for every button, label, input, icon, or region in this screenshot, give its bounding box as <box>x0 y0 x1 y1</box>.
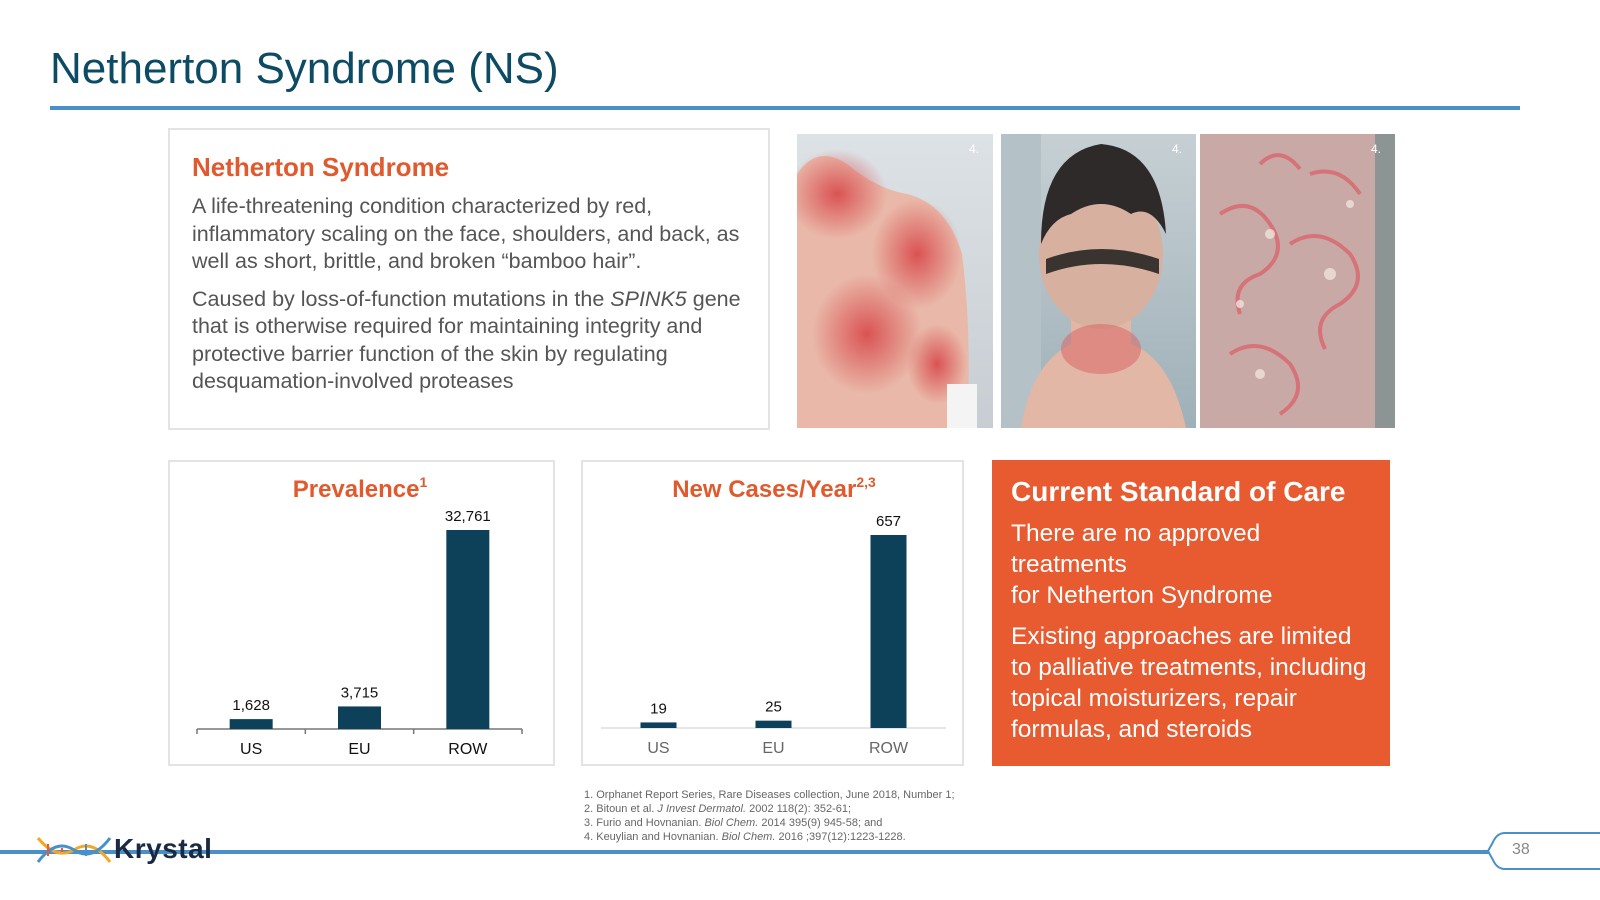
new-cases-chart-svg <box>583 462 966 768</box>
prevalence-value-label-us: 1,628 <box>232 697 270 715</box>
references <box>584 788 955 844</box>
gene-name: SPINK5 <box>610 286 687 311</box>
prevalence-chart-title <box>293 474 428 503</box>
new-cases-bar-row <box>871 535 907 728</box>
new-cases-title-superscript: 2,3 <box>856 474 876 490</box>
photo-citation-1: 4. <box>968 142 979 156</box>
ref-2-text: 2. Bitoun et al. <box>584 803 658 815</box>
prevalence-bar-eu <box>338 706 381 729</box>
prevalence-chart <box>168 460 555 766</box>
standard-of-care-paragraph-1 <box>1011 518 1376 611</box>
logo-text: Krystal <box>114 833 213 864</box>
new-cases-category-label-eu: EU <box>762 740 785 757</box>
prevalence-bar-row <box>446 530 489 729</box>
ref-2-rest: 2002 118(2): 352-61; <box>746 803 852 815</box>
new-cases-value-label-eu: 25 <box>765 698 782 716</box>
prevalence-chart-svg <box>170 462 557 768</box>
new-cases-value-label-us: 19 <box>650 700 667 718</box>
title-divider <box>50 106 1520 110</box>
prevalence-category-label-row: ROW <box>448 741 488 758</box>
soc-line-2: for Netherton Syndrome <box>1011 582 1273 609</box>
new-cases-chart <box>581 460 964 766</box>
krystal-logo <box>36 830 222 870</box>
reference-3 <box>584 816 955 830</box>
standard-of-care-paragraph-2: Existing approaches are limited to palliative treatments, including topical moisturizers, repair formulas, and steroids <box>1011 623 1367 743</box>
ref-2-journal: J Invest Dermatol. <box>657 803 747 815</box>
description-paragraph-2 <box>192 286 746 396</box>
ref-3-text: 3. Furio and Hovnanian. <box>584 817 705 829</box>
standard-of-care-box <box>992 460 1390 766</box>
page-number-tab-icon <box>1487 832 1600 870</box>
new-cases-title-text: New Cases/Year <box>672 476 857 503</box>
ref-3-journal: Biol Chem. <box>704 817 759 829</box>
reference-1 <box>584 788 955 802</box>
footer-divider <box>0 850 1490 854</box>
new-cases-chart-title <box>672 474 876 503</box>
prevalence-category-label-us: US <box>240 741 263 758</box>
reference-4 <box>584 830 955 844</box>
description-text-b: gene that is otherwise required for maintaining integrity and protective barrier function of the skin by regulating desquamation-involved proteases <box>192 286 741 393</box>
description-paragraph-1: A life-threatening condition characterized by red, inflammatory scaling on the face, shoulders, and back, as well as short, brittle, and broken “bamboo hair”. <box>192 194 740 273</box>
prevalence-value-label-row: 32,761 <box>444 508 491 525</box>
description-box <box>168 128 770 430</box>
new-cases-bar-us <box>641 722 677 728</box>
soc-line-1: There are no approved treatments <box>1011 520 1261 578</box>
shoulder-rash-photo <box>797 134 993 428</box>
ref-4-journal: Biol Chem. <box>721 831 776 843</box>
prevalence-title-text: Prevalence <box>292 476 420 503</box>
photo-citation-3: 4. <box>1370 142 1381 156</box>
standard-of-care-heading: Current Standard of Care <box>1011 476 1346 507</box>
description-heading: Netherton Syndrome <box>192 152 450 182</box>
ref-1-text: 1. Orphanet Report Series, Rare Diseases collection, June 2018, Number 1; <box>584 789 955 801</box>
new-cases-category-label-us: US <box>647 740 670 757</box>
bamboo-hair-photo <box>1001 134 1196 428</box>
new-cases-value-label-row: 657 <box>875 513 902 530</box>
prevalence-value-label-eu: 3,715 <box>340 684 379 702</box>
prevalence-category-label-eu: EU <box>348 741 371 758</box>
new-cases-category-label-row: ROW <box>868 740 909 757</box>
photo-citation-2: 4. <box>1171 142 1182 156</box>
prevalence-bar-us <box>230 719 273 729</box>
page-title: Netherton Syndrome (NS) <box>50 44 559 93</box>
description-text-a: Caused by loss-of-function mutations in the <box>192 286 611 311</box>
dna-logo-icon <box>36 830 116 870</box>
ref-3-rest: 2014 395(9) 945-58; and <box>758 817 883 829</box>
reference-2 <box>584 802 955 816</box>
ref-4-text: 4. Keuylian and Hovnanian. <box>584 831 722 843</box>
scaling-skin-photo <box>1200 134 1395 428</box>
prevalence-title-superscript: 1 <box>419 474 428 490</box>
page-number: 38 <box>1512 841 1530 858</box>
new-cases-bar-eu <box>756 721 792 728</box>
ref-4-rest: 2016 ;397(12):1223-1228. <box>775 831 906 843</box>
